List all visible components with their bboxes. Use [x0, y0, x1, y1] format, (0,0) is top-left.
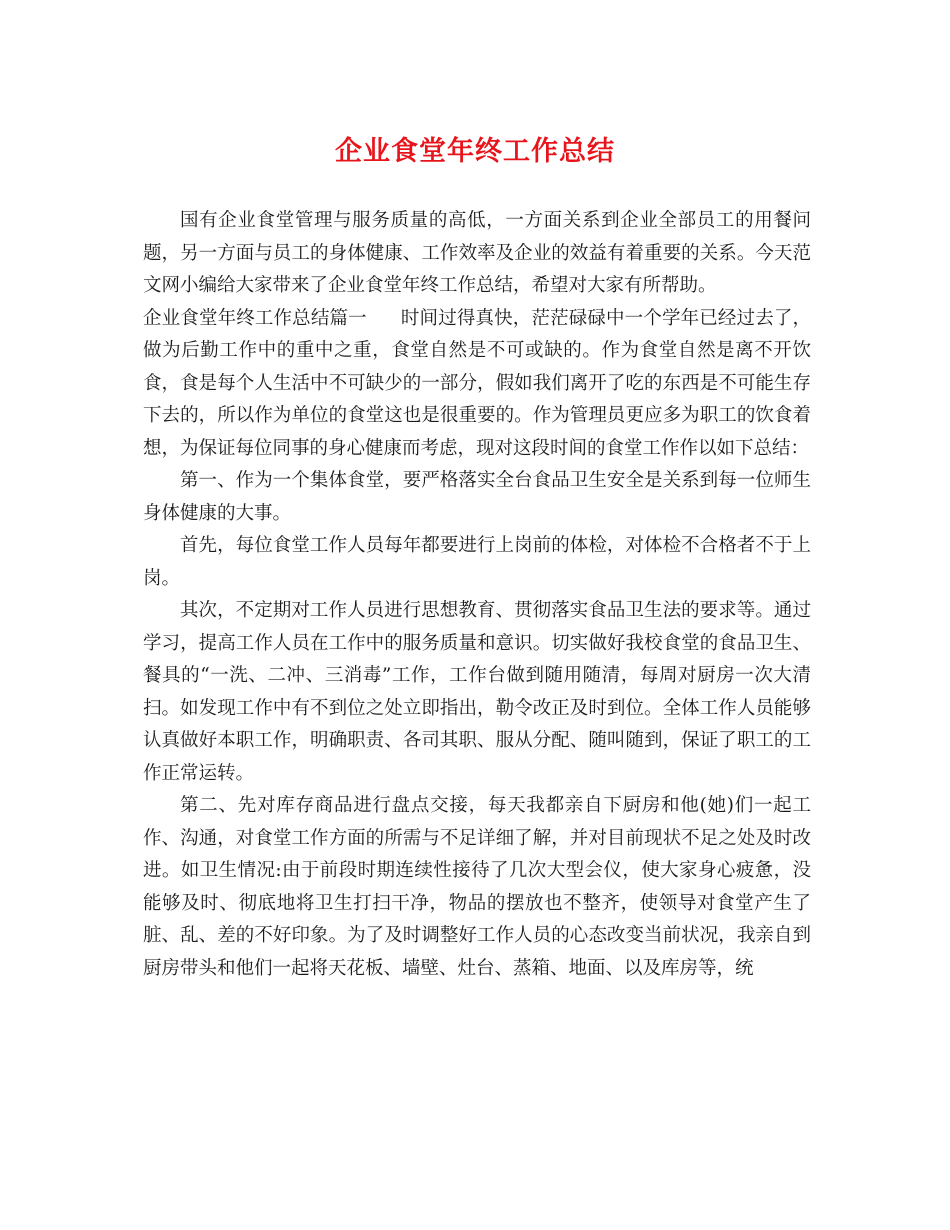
paragraph-section-one	[143, 303, 811, 466]
section-one-text: 时间过得真快，茫茫碌碌中一个学年已经过去了，做为后勤工作中的重中之重，食堂自然是不可或缺的。作为食堂自然是离不开饮食，食是每个人生活中不可缺少的一部分，假如我们离开了吃的东西是不可能生存下去的，所以作为单位的食堂这也是很重要的。作为管理员更应多为职工的饮食着想，为保证每位同事的身心健康而考虑，现对这段时间的食堂工作作以如下总结：	[143, 307, 811, 459]
section-heading: 企业食堂年终工作总结篇一	[143, 307, 367, 329]
document-body	[143, 205, 811, 985]
paragraph-point-one: 第一、作为一个集体食堂，要严格落实全台食品卫生安全是关系到每一位师生身体健康的大事。	[143, 470, 811, 524]
paragraph-point-two: 第二、先对库存商品进行盘点交接，每天我都亲自下厨房和他(她)们一起工作、沟通，对食堂工作方面的所需与不足详细了解，并对目前现状不足之处及时改进。如卫生情况:由于前段时期连续性接待了几次大型会仪，使大家身心疲惫，没能够及时、彻底地将卫生打扫干净，物品的摆放也不整齐，使领导对食堂产生了脏、乱、差的不好印象。为了及时调整好工作人员的心态改变当前状况，我亲自到厨房带头和他们一起将天花板、墙壁、灶台、蒸箱、地面、以及库房等，统	[143, 795, 811, 979]
paragraph-first: 首先，每位食堂工作人员每年都要进行上岗前的体检，对体检不合格者不于上岗。	[143, 535, 811, 589]
document-title: 企业食堂年终工作总结	[335, 136, 615, 167]
paragraph-second: 其次，不定期对工作人员进行思想教育、贯彻落实食品卫生法的要求等。通过学习，提高工作人员在工作中的服务质量和意识。切实做好我校食堂的食品卫生、餐具的“一洗、二冲、三消毒”工作，工作台做到随用随清，每周对厨房一次大清扫。如发现工作中有不到位之处立即指出，勒令改正及时到位。全体工作人员能够认真做好本职工作，明确职责、各司其职、服从分配、随叫随到，保证了职工的工作正常运转。	[143, 600, 811, 784]
paragraph-intro: 国有企业食堂管理与服务质量的高低，一方面关系到企业全部员工的用餐问题，另一方面与员工的身体健康、工作效率及企业的效益有着重要的关系。今天范文网小编给大家带来了企业食堂年终工作总结，希望对大家有所帮助。	[143, 210, 811, 296]
